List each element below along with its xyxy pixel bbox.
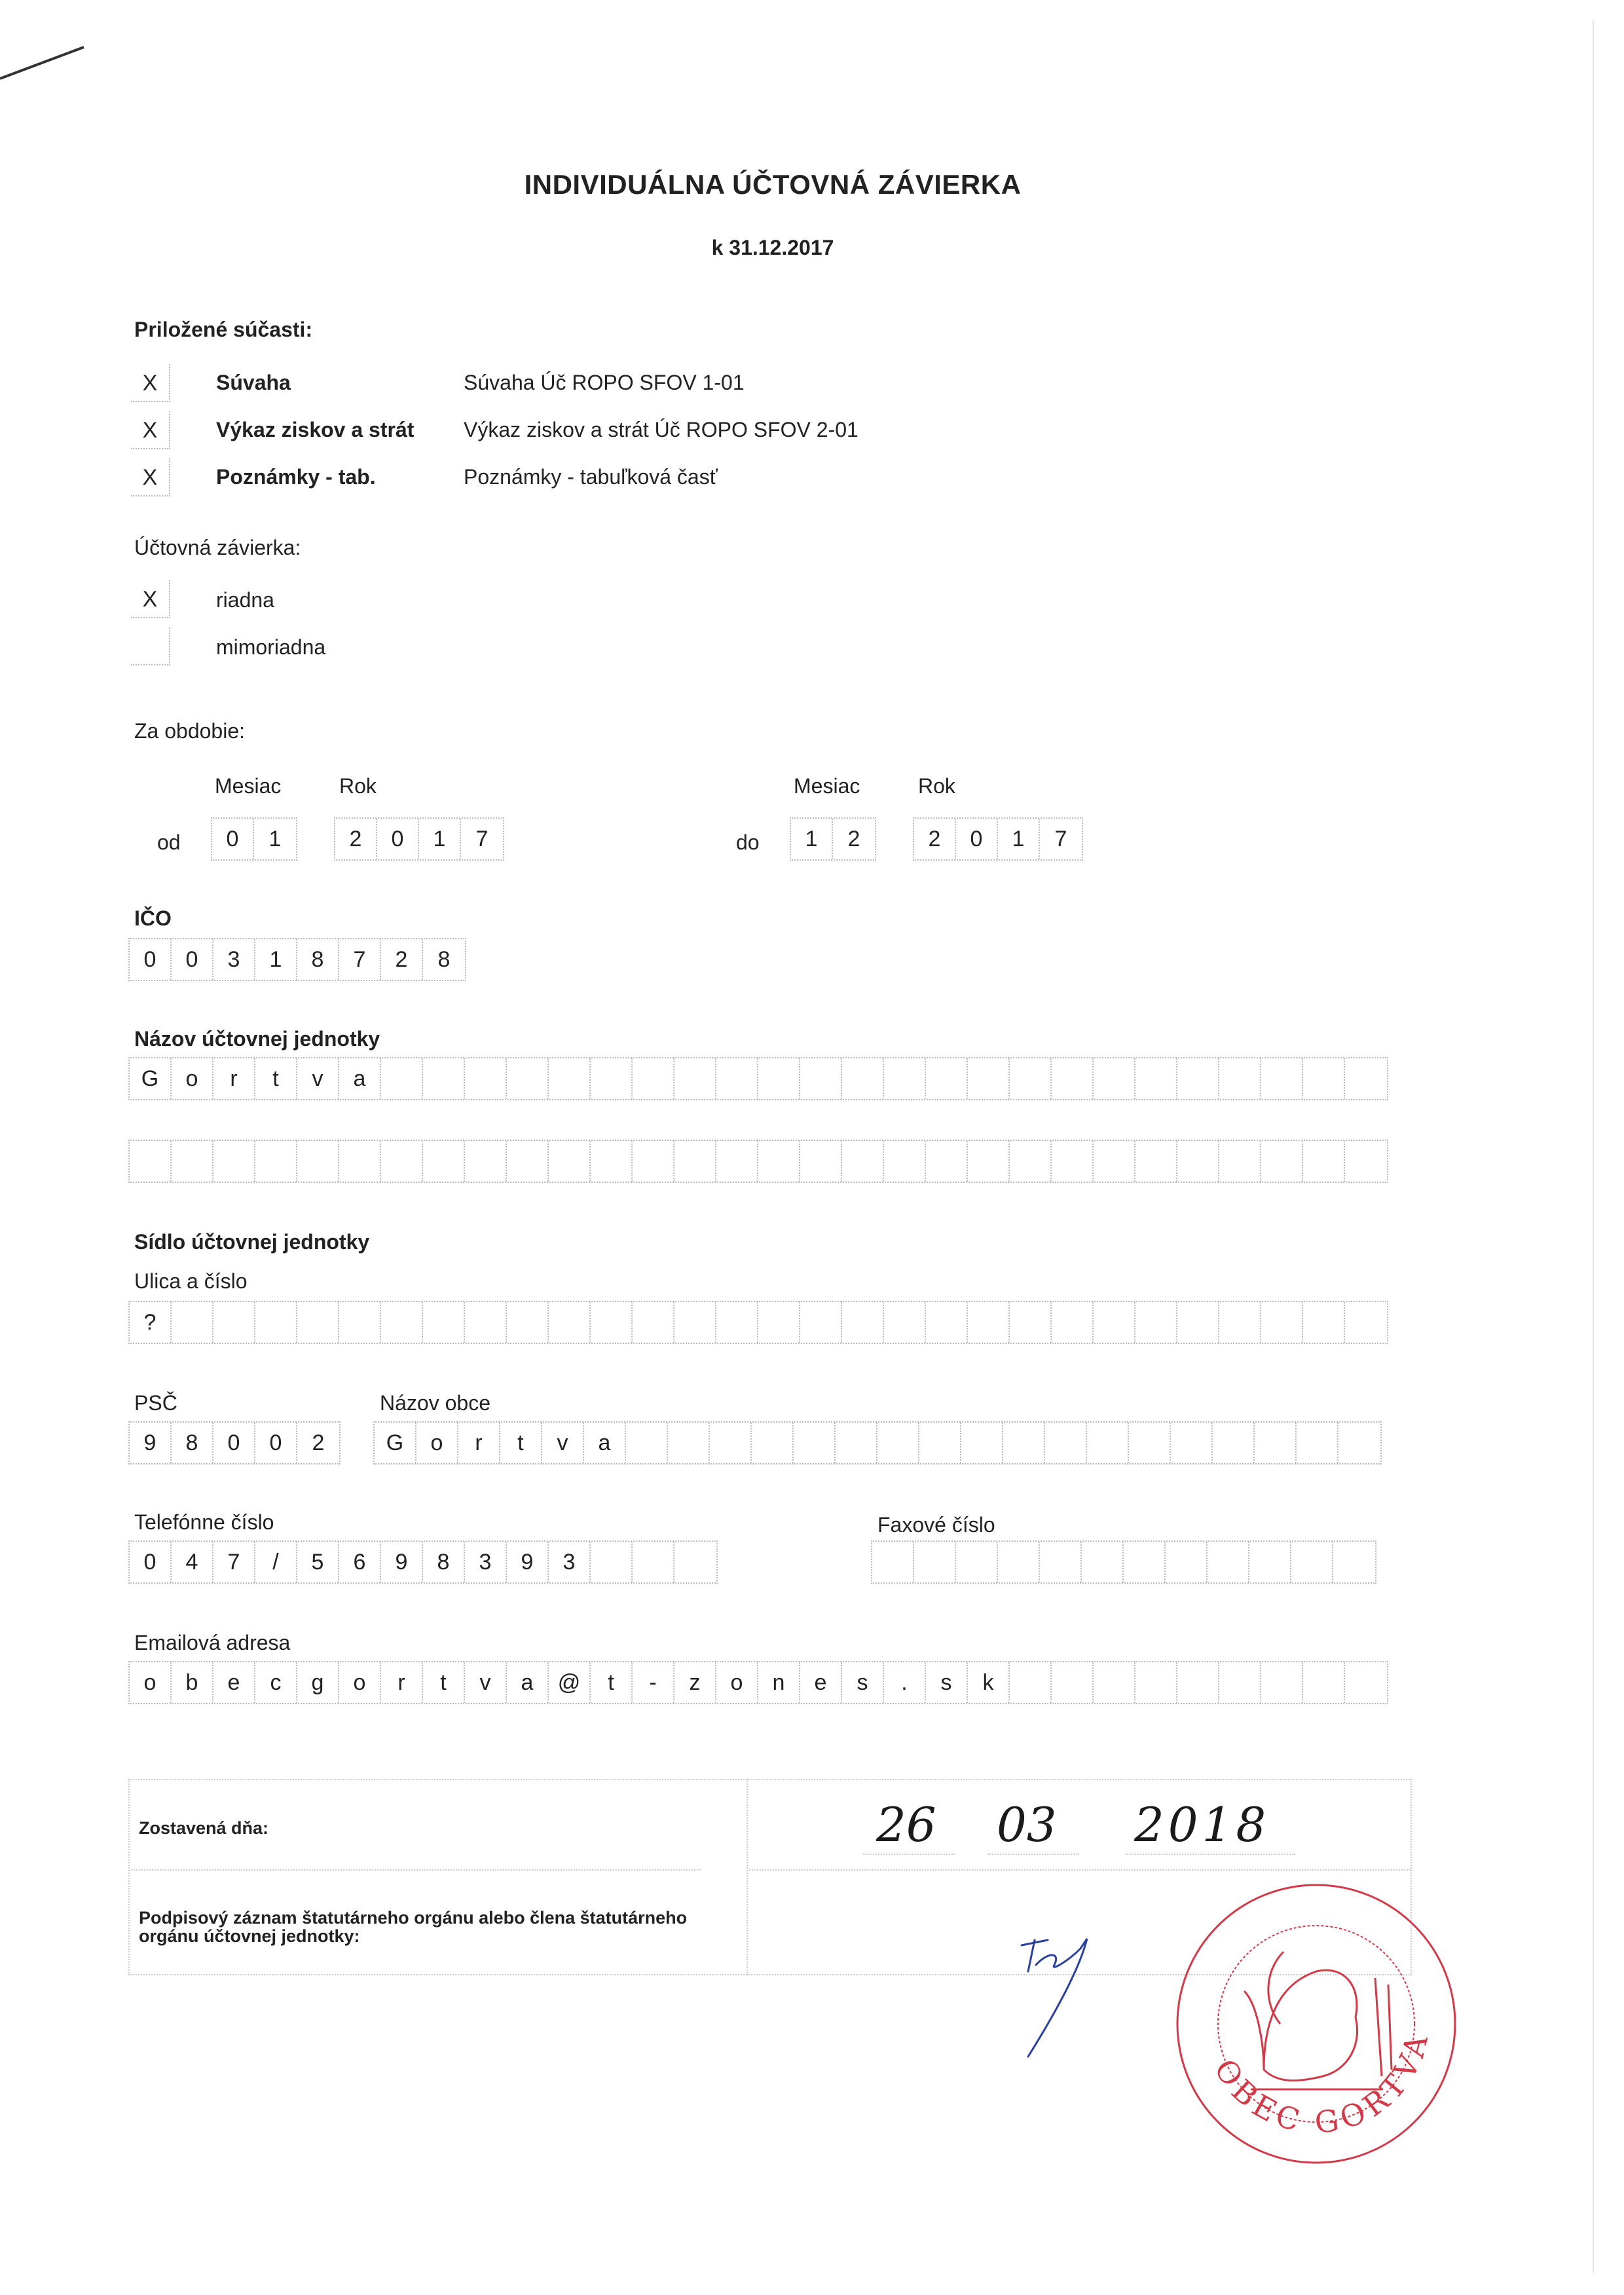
char-cell: 0 xyxy=(377,819,419,859)
char-cell xyxy=(716,1302,758,1343)
char-cell xyxy=(1135,1662,1177,1703)
char-cell xyxy=(1094,1302,1135,1343)
char-cell xyxy=(1052,1662,1094,1703)
char-cell xyxy=(213,1302,255,1343)
char-cell: 2 xyxy=(914,819,956,859)
psc-label: PSČ xyxy=(134,1391,177,1415)
char-cell: 3 xyxy=(549,1542,591,1582)
char-cell xyxy=(710,1423,752,1463)
char-cell xyxy=(1303,1141,1345,1182)
char-cell: o xyxy=(339,1662,381,1703)
char-cell xyxy=(674,1302,716,1343)
char-cell xyxy=(1219,1141,1261,1182)
char-cell xyxy=(255,1302,297,1343)
char-cell xyxy=(926,1141,968,1182)
char-cell xyxy=(549,1058,591,1099)
char-cell: g xyxy=(297,1662,339,1703)
char-cell xyxy=(172,1141,213,1182)
to-label: do xyxy=(736,830,760,854)
char-cell: 0 xyxy=(255,1423,297,1463)
scan-edge xyxy=(1593,20,1594,2273)
char-cell: G xyxy=(375,1423,416,1463)
char-cell: e xyxy=(800,1662,842,1703)
char-cell xyxy=(1219,1058,1261,1099)
char-cell xyxy=(1177,1302,1219,1343)
char-cell: 0 xyxy=(130,939,172,980)
entity-name-field-line2[interactable] xyxy=(128,1140,1388,1183)
char-cell: 7 xyxy=(339,939,381,980)
char-cell xyxy=(968,1058,1010,1099)
char-cell xyxy=(968,1141,1010,1182)
char-cell xyxy=(1166,1542,1208,1582)
char-cell: a xyxy=(507,1662,549,1703)
psc-field[interactable] xyxy=(128,1421,341,1465)
closing-type-heading: Účtovná závierka: xyxy=(134,536,301,559)
char-cell: r xyxy=(381,1662,423,1703)
char-cell xyxy=(1052,1058,1094,1099)
char-cell xyxy=(1094,1058,1135,1099)
char-cell: 0 xyxy=(130,1542,172,1582)
char-cell xyxy=(877,1423,919,1463)
char-cell: 2 xyxy=(312,1430,325,1455)
from-year-field[interactable] xyxy=(334,817,504,861)
char-cell: 5 xyxy=(297,1542,339,1582)
char-cell: s xyxy=(842,1662,884,1703)
closing-extraordinary-label: mimoriadna xyxy=(216,635,326,659)
char-cell: c xyxy=(255,1662,297,1703)
compiled-month: 03 xyxy=(997,1797,1057,1852)
entity-name-label: Názov účtovnej jednotky xyxy=(134,1027,380,1051)
char-cell: r xyxy=(458,1423,500,1463)
char-cell xyxy=(1094,1662,1135,1703)
attachment-checkbox[interactable]: X xyxy=(131,458,170,496)
signature-label: Podpisový záznam štatutárneho orgánu alebo člena štatutárneho orgánu účtovnej jednotky: xyxy=(139,1908,688,1946)
char-cell xyxy=(465,1058,507,1099)
closing-extraordinary-checkbox[interactable] xyxy=(131,627,170,665)
char-cell xyxy=(339,1141,381,1182)
char-cell: t xyxy=(423,1662,465,1703)
svg-text:OBEC GORTVA xyxy=(1208,2026,1436,2140)
char-cell xyxy=(423,1058,465,1099)
char-cell: z xyxy=(674,1662,716,1703)
ico-field[interactable] xyxy=(128,938,466,981)
attachment-desc: Výkaz ziskov a strát Úč ROPO SFOV 2-01 xyxy=(464,418,858,441)
char-cell xyxy=(884,1302,926,1343)
char-cell xyxy=(549,1141,591,1182)
address-heading: Sídlo účtovnej jednotky xyxy=(134,1230,370,1254)
char-cell xyxy=(668,1423,710,1463)
char-cell: 0 xyxy=(172,939,213,980)
char-cell xyxy=(961,1423,1003,1463)
char-cell: s xyxy=(926,1662,968,1703)
char-cell xyxy=(297,1302,339,1343)
char-cell xyxy=(1345,1662,1387,1703)
char-cell xyxy=(549,1302,591,1343)
char-cell xyxy=(872,1542,914,1582)
char-cell xyxy=(1087,1423,1129,1463)
attachments-heading: Priložené súčasti: xyxy=(134,318,313,341)
char-cell: 0 xyxy=(956,819,998,859)
signature-divider xyxy=(747,1779,748,1975)
char-cell xyxy=(794,1423,836,1463)
char-cell xyxy=(1261,1662,1303,1703)
municipal-stamp xyxy=(1166,1873,1467,2174)
char-cell xyxy=(1040,1542,1082,1582)
date-underline xyxy=(863,1854,955,1855)
char-cell: 8 xyxy=(423,1542,465,1582)
char-cell: a xyxy=(339,1058,381,1099)
char-cell: o xyxy=(416,1423,458,1463)
char-cell xyxy=(591,1058,633,1099)
char-cell: 7 xyxy=(475,827,489,851)
char-cell: 9 xyxy=(507,1542,549,1582)
char-cell xyxy=(1213,1423,1255,1463)
compiled-day: 26 xyxy=(876,1797,936,1852)
char-cell xyxy=(297,1141,339,1182)
from-month-label: Mesiac xyxy=(215,774,282,798)
street-field[interactable] xyxy=(128,1301,1388,1344)
char-cell xyxy=(1010,1302,1052,1343)
char-cell: 7 xyxy=(1054,827,1067,851)
char-cell xyxy=(1177,1058,1219,1099)
char-cell xyxy=(381,1302,423,1343)
char-cell xyxy=(633,1302,674,1343)
char-cell: t xyxy=(591,1662,633,1703)
phone-field[interactable] xyxy=(128,1540,718,1584)
signature-mark xyxy=(1008,1926,1139,2063)
char-cell: 1 xyxy=(268,827,282,851)
char-cell: 2 xyxy=(335,819,377,859)
char-cell xyxy=(956,1542,998,1582)
attachment-checkbox[interactable]: X xyxy=(131,411,170,449)
char-cell: t xyxy=(500,1423,542,1463)
char-cell xyxy=(591,1302,633,1343)
char-cell: k xyxy=(968,1662,1010,1703)
char-cell xyxy=(1303,1662,1345,1703)
char-cell xyxy=(914,1542,956,1582)
char-cell: v xyxy=(297,1058,339,1099)
from-month-field[interactable] xyxy=(211,817,297,861)
char-cell xyxy=(968,1302,1010,1343)
char-cell xyxy=(926,1302,968,1343)
char-cell xyxy=(1010,1058,1052,1099)
street-label: Ulica a číslo xyxy=(134,1269,248,1293)
closing-regular-checkbox[interactable]: X xyxy=(131,580,170,618)
char-cell: v xyxy=(542,1423,584,1463)
char-cell: 8 xyxy=(437,947,451,972)
char-cell xyxy=(507,1141,549,1182)
char-cell xyxy=(1291,1542,1333,1582)
char-cell: / xyxy=(255,1542,297,1582)
char-cell xyxy=(1124,1542,1166,1582)
compiled-label: Zostavená dňa: xyxy=(139,1818,269,1838)
char-cell: 1 xyxy=(255,939,297,980)
char-cell xyxy=(339,1302,381,1343)
char-cell xyxy=(423,1302,465,1343)
char-cell xyxy=(381,1058,423,1099)
char-cell xyxy=(1297,1423,1338,1463)
date-underline xyxy=(987,1854,1079,1855)
char-cell xyxy=(1082,1542,1124,1582)
city-label: Názov obce xyxy=(380,1391,490,1415)
char-cell: 4 xyxy=(172,1542,213,1582)
char-cell xyxy=(800,1302,842,1343)
char-cell xyxy=(758,1141,800,1182)
scan-mark xyxy=(0,39,92,92)
fax-label: Faxové číslo xyxy=(877,1513,995,1537)
attachment-checkbox[interactable]: X xyxy=(131,364,170,402)
char-cell: 8 xyxy=(297,939,339,980)
document-date: k 31.12.2017 xyxy=(711,236,834,259)
char-cell: 1 xyxy=(419,819,461,859)
char-cell xyxy=(172,1302,213,1343)
char-cell: @ xyxy=(549,1662,591,1703)
char-cell xyxy=(842,1141,884,1182)
char-cell xyxy=(1135,1302,1177,1343)
char-cell xyxy=(1219,1302,1261,1343)
char-cell: e xyxy=(213,1662,255,1703)
from-year-label: Rok xyxy=(339,774,377,798)
char-cell: 1 xyxy=(998,819,1040,859)
char-cell xyxy=(884,1058,926,1099)
char-cell: b xyxy=(172,1662,213,1703)
char-cell xyxy=(1249,1542,1291,1582)
attachment-name: Výkaz ziskov a strát xyxy=(216,418,415,441)
char-cell xyxy=(1261,1058,1303,1099)
from-label: od xyxy=(157,830,181,854)
char-cell: 9 xyxy=(381,1542,423,1582)
signature-separator xyxy=(749,1869,1411,1871)
char-cell xyxy=(926,1058,968,1099)
char-cell xyxy=(1261,1302,1303,1343)
char-cell: 2 xyxy=(847,827,860,851)
char-cell xyxy=(1010,1662,1052,1703)
char-cell: 6 xyxy=(339,1542,381,1582)
char-cell xyxy=(674,1058,716,1099)
char-cell xyxy=(842,1058,884,1099)
char-cell xyxy=(465,1141,507,1182)
char-cell xyxy=(213,1141,255,1182)
char-cell: r xyxy=(213,1058,255,1099)
char-cell xyxy=(1219,1662,1261,1703)
char-cell xyxy=(1345,1302,1387,1343)
attachment-desc: Poznámky - tabuľková časť xyxy=(464,465,718,489)
to-month-field[interactable] xyxy=(790,817,876,861)
char-cell: . xyxy=(884,1662,926,1703)
char-cell xyxy=(1094,1141,1135,1182)
to-year-label: Rok xyxy=(918,774,955,798)
char-cell xyxy=(1303,1058,1345,1099)
char-cell xyxy=(633,1542,674,1582)
city-field[interactable] xyxy=(373,1421,1382,1465)
char-cell xyxy=(591,1141,633,1182)
char-cell xyxy=(591,1542,633,1582)
char-cell xyxy=(1010,1141,1052,1182)
char-cell xyxy=(1333,1542,1375,1582)
char-cell: n xyxy=(758,1662,800,1703)
email-field[interactable] xyxy=(128,1661,1388,1704)
char-cell xyxy=(800,1058,842,1099)
char-cell: 3 xyxy=(465,1542,507,1582)
char-cell: v xyxy=(465,1662,507,1703)
char-cell xyxy=(1255,1423,1297,1463)
phone-label: Telefónne číslo xyxy=(134,1510,274,1534)
email-label: Emailová adresa xyxy=(134,1631,291,1654)
char-cell xyxy=(836,1423,877,1463)
char-cell xyxy=(758,1302,800,1343)
attachment-name: Poznámky - tab. xyxy=(216,465,376,489)
char-cell xyxy=(1177,1662,1219,1703)
char-cell xyxy=(507,1302,549,1343)
char-cell xyxy=(752,1423,794,1463)
fax-field[interactable] xyxy=(871,1540,1376,1584)
char-cell xyxy=(381,1141,423,1182)
char-cell: o xyxy=(716,1662,758,1703)
char-cell xyxy=(1208,1542,1249,1582)
date-underline xyxy=(1125,1854,1295,1855)
char-cell xyxy=(507,1058,549,1099)
char-cell xyxy=(423,1141,465,1182)
char-cell: o xyxy=(172,1058,213,1099)
char-cell xyxy=(998,1542,1040,1582)
char-cell xyxy=(1338,1423,1380,1463)
char-cell: o xyxy=(130,1662,172,1703)
char-cell xyxy=(1129,1423,1171,1463)
char-cell: - xyxy=(633,1662,674,1703)
char-cell: 3 xyxy=(213,939,255,980)
char-cell xyxy=(716,1058,758,1099)
char-cell xyxy=(626,1423,668,1463)
char-cell xyxy=(758,1058,800,1099)
char-cell: ? xyxy=(130,1302,172,1343)
period-heading: Za obdobie: xyxy=(134,719,246,743)
char-cell xyxy=(716,1141,758,1182)
char-cell xyxy=(884,1141,926,1182)
char-cell xyxy=(633,1058,674,1099)
char-cell: 0 xyxy=(212,819,254,859)
char-cell xyxy=(1052,1302,1094,1343)
ico-label: IČO xyxy=(134,906,172,930)
char-cell xyxy=(1135,1058,1177,1099)
char-cell xyxy=(1052,1141,1094,1182)
char-cell: t xyxy=(255,1058,297,1099)
char-cell xyxy=(674,1542,716,1582)
document-title: INDIVIDUÁLNA ÚČTOVNÁ ZÁVIERKA xyxy=(524,169,1022,200)
char-cell xyxy=(1045,1423,1087,1463)
char-cell xyxy=(633,1141,674,1182)
char-cell: G xyxy=(130,1058,172,1099)
char-cell xyxy=(255,1141,297,1182)
char-cell: 9 xyxy=(130,1423,172,1463)
char-cell xyxy=(1345,1141,1387,1182)
char-cell xyxy=(1261,1141,1303,1182)
char-cell: 2 xyxy=(381,939,423,980)
char-cell xyxy=(130,1141,172,1182)
char-cell xyxy=(1171,1423,1213,1463)
char-cell xyxy=(1345,1058,1387,1099)
char-cell xyxy=(1303,1302,1345,1343)
char-cell xyxy=(919,1423,961,1463)
char-cell: 0 xyxy=(213,1423,255,1463)
char-cell xyxy=(1003,1423,1045,1463)
char-cell: 1 xyxy=(791,819,833,859)
char-cell xyxy=(1135,1141,1177,1182)
attachment-desc: Súvaha Úč ROPO SFOV 1-01 xyxy=(464,371,745,394)
compiled-year: 2018 xyxy=(1134,1797,1270,1852)
char-cell xyxy=(800,1141,842,1182)
char-cell xyxy=(465,1302,507,1343)
closing-regular-label: riadna xyxy=(216,588,274,612)
attachment-name: Súvaha xyxy=(216,371,291,394)
char-cell xyxy=(842,1302,884,1343)
char-cell: 8 xyxy=(172,1423,213,1463)
to-year-field[interactable] xyxy=(913,817,1083,861)
char-cell: 7 xyxy=(213,1542,255,1582)
char-cell: a xyxy=(584,1423,626,1463)
signature-separator xyxy=(131,1869,701,1871)
stamp-text: OBEC GORTVA xyxy=(1207,2026,1436,2141)
to-month-label: Mesiac xyxy=(794,774,860,798)
char-cell xyxy=(1177,1141,1219,1182)
entity-name-field[interactable] xyxy=(128,1057,1388,1100)
char-cell xyxy=(674,1141,716,1182)
